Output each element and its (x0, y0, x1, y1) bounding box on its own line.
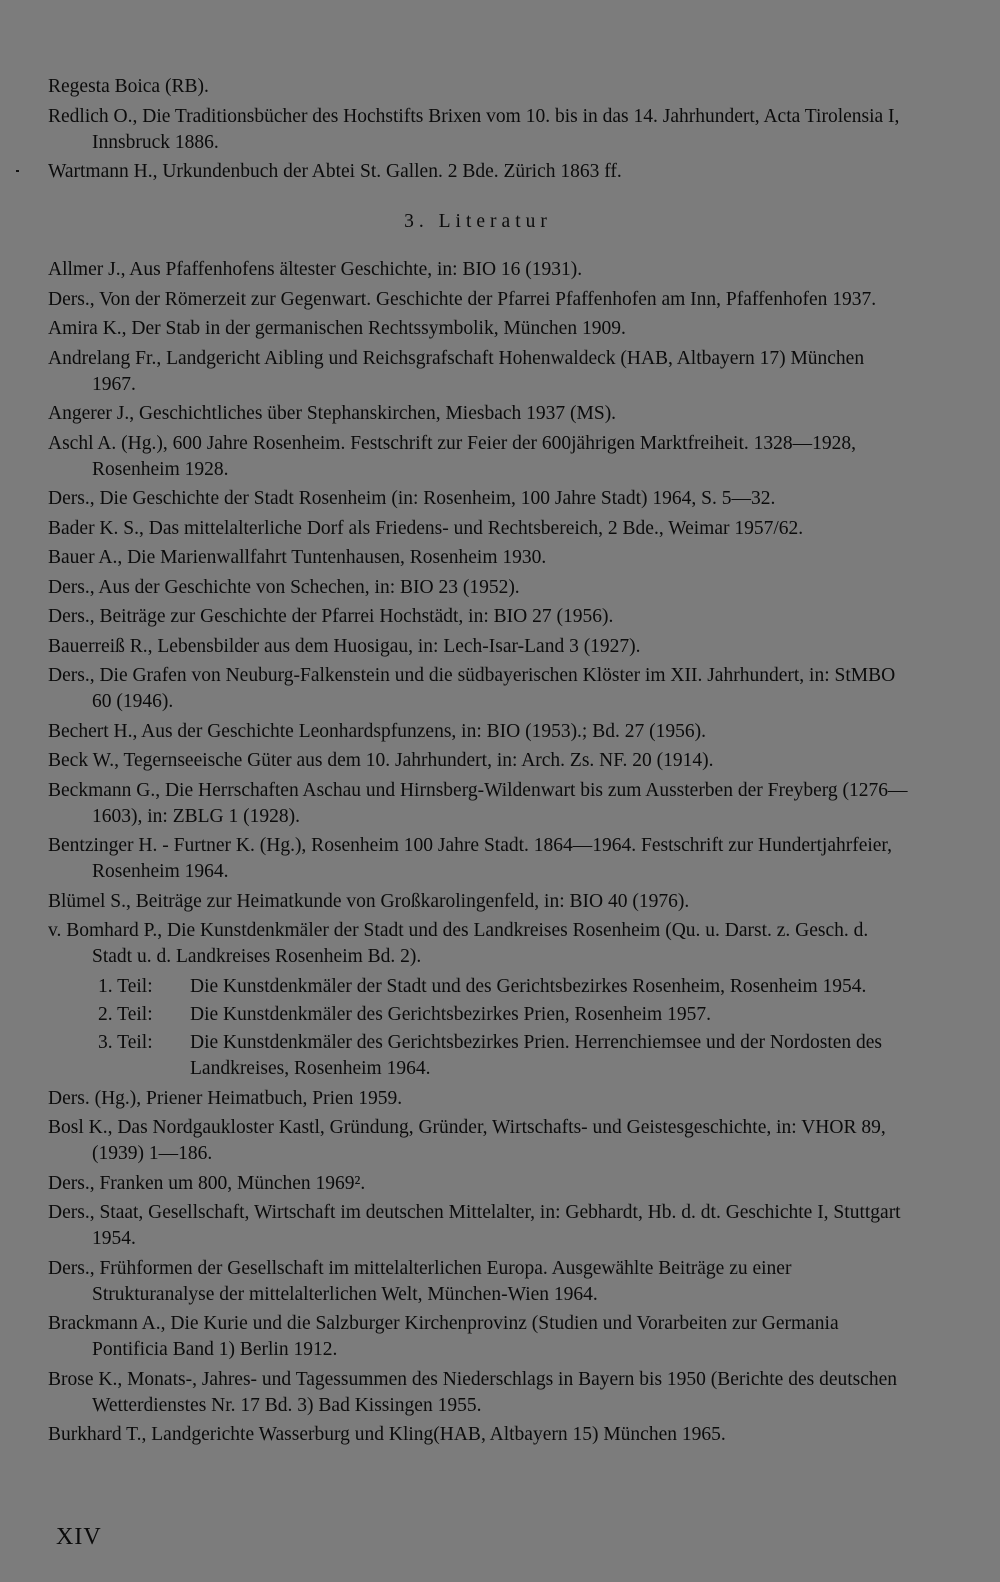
bibliography-entry: Blümel S., Beiträge zur Heimatkunde von Großkarolingenfeld, in: BIO 40 (1976). (48, 890, 690, 912)
bibliography-entry: Ders., Franken um 800, München 1969². (48, 1172, 366, 1194)
bibliography-entry: Andrelang Fr., Landgericht Aibling und Reichsgrafschaft Hohenwaldeck (HAB, Altbayern 17) München 1967. (48, 347, 865, 395)
sources-list (48, 74, 908, 185)
bibliography-entry: v. Bomhard P., Die Kunstdenkmäler der Stadt und des Landkreises Rosenheim (Qu. u. Darst. z. Gesch. d. Stadt u. d. Landkreises Rosenheim Bd. 2). (48, 920, 869, 967)
bibliography-entry: Bauerreiß R., Lebensbilder aus dem Huosigau, in: Lech-Isar-Land 3 (1927). (48, 635, 641, 657)
volume-part-label: 1. Teil: (98, 975, 153, 997)
bibliography-entry: Bosl K., Das Nordgaukloster Kastl, Gründung, Gründer, Wirtschafts- und Geistesgeschichte, in: VHOR 89, (1939) 1—186. (48, 1117, 886, 1164)
bibliography-entry: Ders., Die Geschichte der Stadt Rosenheim (in: Rosenheim, 100 Jahre Stadt) 1964, S. 5—32. (48, 488, 776, 509)
bibliography-entry: Beckmann G., Die Herrschaften Aschau und Hirnsberg-Wildenwart bis zum Aussterben der Freyberg (1276—1603), in: ZBLG 1 (1928). (48, 779, 908, 827)
bibliography-entry: Aschl A. (Hg.), 600 Jahre Rosenheim. Festschrift zur Feier der 600jährigen Marktfreiheit. 1328—1928, Rosenheim 1928. (48, 432, 856, 480)
literature-list (48, 257, 908, 1448)
bibliography-entry: Burkhard T., Landgerichte Wasserburg und Kling(HAB, Altbayern 15) München 1965. (48, 1424, 726, 1445)
bibliography-entry: Bentzinger H. - Furtner K. (Hg.), Rosenheim 100 Jahre Stadt. 1864—1964. Festschrift zur Hundertjahrfeier, Rosenheim 1964. (48, 835, 893, 882)
volume-part (98, 1002, 908, 1028)
bibliography-entry: Ders., Frühformen der Gesellschaft im mittelalterlichen Europa. Ausgewählte Beiträge zu einer Strukturanalyse der mittelalterlichen Welt, München-Wien 1964. (48, 1257, 792, 1305)
bibliography-entry: Bauer A., Die Marienwallfahrt Tuntenhausen, Rosenheim 1930. (48, 547, 547, 568)
section-heading: 3. Literatur (404, 211, 552, 232)
bibliography-entry: Bechert H., Aus der Geschichte Leonhardspfunzens, in: BIO (1953).; Bd. 27 (1956). (48, 720, 706, 742)
bibliography-entry: Ders., Von der Römerzeit zur Gegenwart. Geschichte der Pfarrei Pfaffenhofen am Inn, Pfaffenhofen 1937. (48, 288, 877, 310)
volume-part-label: 3. Teil: (98, 1031, 153, 1053)
volume-part-text: Die Kunstdenkmäler des Gerichtsbezirkes Prien. Herrenchiemsee und der Nordosten des Landkreises, Rosenheim 1964. (190, 1031, 883, 1079)
bibliography-entry: Beck W., Tegernseeische Güter aus dem 10. Jahrhundert, in: Arch. Zs. NF. 20 (1914). (48, 750, 714, 771)
bibliography-entry: Regesta Boica (RB). (48, 76, 209, 97)
bibliography-entry: Allmer J., Aus Pfaffenhofens ältester Geschichte, in: BIO 16 (1931). (48, 259, 583, 280)
volume-part-text: Die Kunstdenkmäler der Stadt und des Gerichtsbezirkes Rosenheim, Rosenheim 1954. (190, 975, 867, 997)
bibliography-entry: Redlich O., Die Traditionsbücher des Hochstifts Brixen vom 10. bis in das 14. Jahrhundert, Acta Tirolensia I, Innsbruck 1886. (48, 105, 900, 153)
bomhard-volume-parts (48, 974, 908, 1082)
bibliography-entry: Amira K., Der Stab in der germanischen Rechtssymbolik, München 1909. (48, 318, 626, 339)
volume-part (98, 974, 908, 1000)
print-speck (16, 170, 19, 172)
bibliography-entry: Ders., Beiträge zur Geschichte der Pfarrei Hochstädt, in: BIO 27 (1956). (48, 606, 614, 627)
bibliography-page (48, 74, 908, 1452)
bibliography-entry: Ders. (Hg.), Priener Heimatbuch, Prien 1959. (48, 1087, 403, 1109)
bibliography-entry: Bader K. S., Das mittelalterliche Dorf als Friedens- und Rechtsbereich, 2 Bde., Weimar 1957/62. (48, 517, 804, 539)
bibliography-entry: Ders., Die Grafen von Neuburg-Falkenstein und die südbayerischen Klöster im XII. Jahrhundert, in: StMBO 60 (1946). (48, 665, 896, 712)
bibliography-entry: Ders., Staat, Gesellschaft, Wirtschaft im deutschen Mittelalter, in: Gebhardt, Hb. d. dt. Geschichte I, Stuttgart 1954. (48, 1202, 901, 1249)
bibliography-entry: Wartmann H., Urkundenbuch der Abtei St. Gallen. 2 Bde. Zürich 1863 ff. (48, 161, 622, 182)
bibliography-entry: Angerer J., Geschichtliches über Stephanskirchen, Miesbach 1937 (MS). (48, 403, 617, 424)
bibliography-entry: Brose K., Monats-, Jahres- und Tagessummen des Niederschlags in Bayern bis 1950 (Berichte des deutschen Wetterdienstes Nr. 17 Bd. 3) Bad Kissingen 1955. (48, 1368, 898, 1416)
bibliography-entry: Ders., Aus der Geschichte von Schechen, in: BIO 23 (1952). (48, 576, 520, 598)
volume-part-label: 2. Teil: (98, 1003, 153, 1025)
bibliography-entry: Brackmann A., Die Kurie und die Salzburger Kirchenprovinz (Studien und Vorarbeiten zur Germania Pontificia Band 1) Berlin 1912. (48, 1313, 839, 1360)
volume-part (98, 1030, 908, 1082)
page-number: XIV (56, 1524, 102, 1550)
volume-part-text: Die Kunstdenkmäler des Gerichtsbezirkes Prien, Rosenheim 1957. (190, 1003, 711, 1025)
